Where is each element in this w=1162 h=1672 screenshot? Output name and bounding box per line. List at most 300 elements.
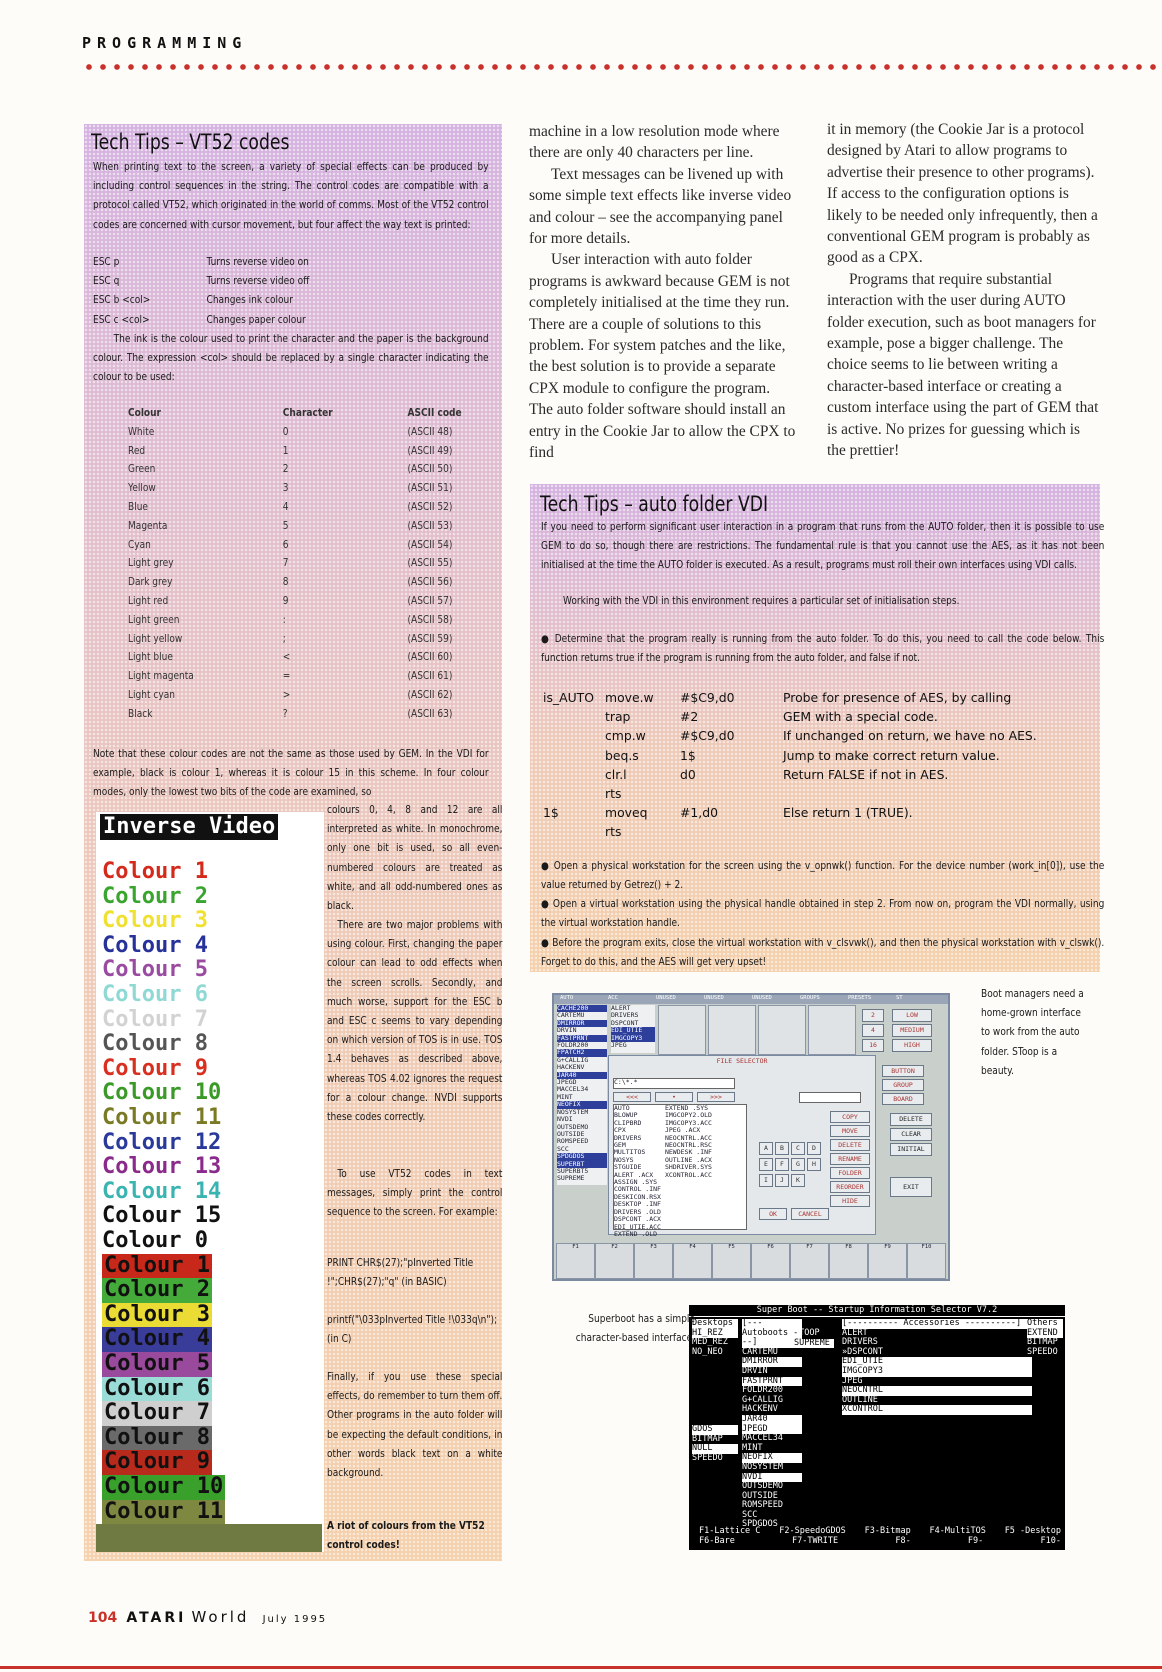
list-item[interactable]: DESKICON.RSX [614,1192,661,1201]
table-cell: Light red [128,594,169,607]
auto-item[interactable]: OUTSDEMO [557,1122,589,1131]
file-op-button[interactable]: DELETE [830,1139,870,1151]
drive-button[interactable]: J [775,1174,789,1187]
superboot-fkey[interactable]: F6-Bare [699,1536,735,1546]
article-paragraph: machine in a low resolution mode where there are only 40 characters per line. [529,123,780,162]
file-op-button[interactable]: RENAME [830,1153,870,1165]
auto-item[interactable]: HACKENV [557,1063,585,1072]
list-item[interactable]: DESKTOP .INF [614,1200,661,1209]
table-row [128,630,463,649]
superboot-item[interactable]: JPEGD [742,1425,802,1435]
cancel-button[interactable]: CANCEL [791,1208,829,1220]
stoop-tab[interactable]: ACC [608,995,618,1001]
stoop-empty-slot [708,1005,756,1055]
acc-item[interactable]: DSPCONT [611,1018,639,1027]
superboot-item[interactable]: G+CALLIG [742,1394,783,1405]
code-opcode: rts [605,786,622,802]
acc-item[interactable]: IMGCOPY3 [611,1035,655,1042]
superboot-fkeys-row-1 [699,1527,1061,1537]
superboot-column-header: [---------- Accessories ----------] [842,1319,1032,1329]
code-comment: If unchanged on return, we have no AES. [783,728,1037,744]
colour-sample: Colour 6 [104,1375,210,1401]
file-column-right [665,1105,712,1229]
code-label: 1$ [543,805,559,821]
stoop-tab[interactable]: UNUSED [704,995,724,1001]
stoop-tab[interactable]: UNUSED [752,995,772,1001]
escape-code-list [93,253,489,330]
escape-code: ESC c <col> [93,313,150,326]
table-cell: (ASCII 61) [407,670,453,683]
list-item[interactable]: BLOWUP [614,1111,638,1120]
code-label [543,746,605,765]
superboot-item[interactable]: NULL [692,1444,738,1454]
list-item[interactable]: CPX [614,1126,626,1135]
acc-item[interactable]: JPEG [611,1041,627,1050]
function-key-cell[interactable]: F5 [712,1243,751,1279]
selection-field[interactable] [799,1092,861,1103]
superboot-item[interactable]: JAR40 [742,1415,802,1425]
auto-item[interactable]: CACHE200 [557,1005,607,1012]
auto-item[interactable]: ROMSPEED [557,1137,589,1146]
function-key-cell[interactable]: F6 [751,1243,790,1279]
superboot-item[interactable]: IMGCOPY3 [842,1367,1032,1377]
code-operand [680,784,783,803]
code-line [543,726,1103,745]
resolution-button[interactable]: HIGH [892,1039,932,1052]
vdi-step-2: ● Open a physical workstation for the screen using the v_opnwk() function. For the device number (work_in[0]), use the value returned by Getrez() + 2. [541,860,1105,892]
code-operand: #2 [680,709,699,725]
superboot-item[interactable]: ROMSPEED [742,1500,783,1511]
code-comment: Else return 1 (TRUE). [783,805,913,821]
resolution-button[interactable]: LOW [892,1009,932,1022]
colour-sample: Colour 3 [102,908,208,934]
table-cell: (ASCII 63) [407,707,453,720]
superboot-fkey[interactable]: F1-Lattice C [699,1526,761,1536]
list-item[interactable]: EXTEND .SYS [664,1104,709,1112]
acc-item[interactable]: DRIVERS [611,1011,639,1020]
escape-description: Changes paper colour [206,313,306,326]
superboot-item[interactable]: OUTLINE [842,1394,878,1405]
superboot-item[interactable]: HI_REZ [692,1329,738,1339]
table-cell: Cyan [128,538,151,551]
auto-item[interactable]: CARTEMU [557,1011,585,1020]
table-cell: (ASCII 55) [407,557,453,570]
superboot-fkey[interactable]: F5 -Desktop [1004,1526,1061,1536]
superboot-fkey[interactable]: F8- [895,1536,911,1546]
auto-item[interactable]: JAR40 [557,1072,607,1079]
auto-item[interactable]: SUPREME [557,1174,585,1183]
list-item[interactable]: CONTROL .INF [614,1185,661,1194]
table-cell: > [282,688,291,701]
superboot-item[interactable]: EXTEND [1027,1329,1063,1339]
table-row [128,686,463,705]
colour-table-heading: Colour [128,407,162,419]
code-label [543,765,605,784]
superboot-item[interactable]: MINT [742,1442,763,1453]
table-cell: Red [128,444,146,457]
superboot-item[interactable]: NVDI [742,1473,802,1483]
function-key-cell[interactable]: F4 [673,1243,712,1279]
nav-button[interactable]: >>> [697,1092,735,1102]
nav-button[interactable]: <<< [613,1092,651,1102]
table-cell: Light blue [128,651,173,664]
superboot-gdos-column [692,1425,738,1463]
table-cell: Magenta [128,519,168,532]
function-key-cell[interactable]: F9 [868,1243,907,1279]
inverse-video-footer-bar [96,1524,322,1552]
superboot-fkey[interactable]: F10- [1040,1536,1061,1546]
code-line [543,688,1103,707]
drive-button[interactable]: D [807,1142,821,1155]
vdi-step-1: ● Determine that the program really is running from the auto folder. To do this, you need to call the code below. This function returns true if the program is running from the auto folder, and false if not. [541,633,1105,665]
list-item[interactable]: SHDRIVER.SYS [664,1163,712,1172]
superboot-item[interactable]: NO_NEO [692,1346,723,1357]
table-row [128,498,463,517]
acc-item[interactable]: ALERT [611,1004,631,1012]
drive-button[interactable]: F [775,1158,789,1171]
stoop-function-key-grid [554,1243,948,1279]
superboot-item[interactable]: SPDGDOS [742,1519,778,1530]
side-button[interactable]: DELETE [890,1113,932,1126]
article-paragraph: it in memory (the Cookie Jar is a protocol designed by Atari to allow programs to advertise their presence to other programs). If access to the configuration options is likely to be needed only infrequently, then a conventional GEM program is probably as good as a CPX. [827,121,1098,267]
superboot-item[interactable]: BITMAP [1027,1337,1058,1348]
table-row [128,705,463,724]
colour-sample: Colour 1 [104,1252,210,1278]
stoop-tab[interactable]: ST [896,995,903,1001]
table-cell: 8 [282,576,289,589]
function-key-cell[interactable]: F2 [595,1243,634,1279]
resolution-button[interactable]: 16 [862,1039,884,1052]
table-cell: 7 [282,557,289,570]
superboot-item[interactable]: SCC [742,1509,758,1520]
list-item[interactable]: DSPCONT .ACX [614,1215,661,1224]
auto-item[interactable]: MINT [557,1092,573,1101]
auto-item[interactable]: SUPERBT5 [557,1166,589,1175]
superboot-others-column [1027,1319,1063,1357]
list-item[interactable]: MULTITOS [614,1148,646,1157]
code-line [543,707,1103,726]
file-op-button[interactable]: HIDE [830,1195,870,1207]
superboot-column-header: Others [1027,1319,1063,1329]
drive-button[interactable]: G [791,1158,805,1171]
superboot-column-header: [--- Autoboots ---] [742,1319,802,1348]
list-item[interactable]: IMGCOPY3.ACC [664,1118,712,1127]
colour-sample: Colour 7 [104,1400,210,1426]
stoop-tab[interactable]: UNUSED [656,995,676,1001]
code-line [543,765,1103,784]
list-item[interactable]: DRIVERS [614,1133,642,1142]
table-cell: Blue [128,500,148,513]
table-cell: (ASCII 54) [407,538,453,551]
list-item[interactable]: DRIVERS .OLD [614,1207,661,1216]
ok-button[interactable]: OK [759,1208,787,1220]
superboot-item[interactable]: FOLDR200 [742,1385,783,1396]
file-op-button[interactable]: REORDER [830,1181,870,1193]
code-label: is_AUTO [543,690,594,705]
auto-item[interactable]: SUPERBT [557,1161,607,1168]
table-row [128,554,463,573]
drive-button[interactable]: I [759,1174,773,1187]
superboot-item[interactable]: OUTSIDE [742,1490,778,1501]
table-row [128,460,463,479]
vt52-side-text-4: Finally, if you use these special effects, do remember to turn them off. Other programs in the auto folder will be expecting the default conditions, in other words black text on a white background. [327,1371,503,1480]
table-cell: (ASCII 60) [407,651,453,664]
file-list-nav [613,1092,733,1101]
file-selector-title: FILE SELECTOR [716,1057,768,1065]
table-row [128,517,463,536]
colour-table-heading: ASCII code [407,407,462,419]
acc-item[interactable]: EDI_UTIE [611,1027,655,1034]
superboot-item[interactable]: SPEEDO [692,1452,723,1463]
table-cell: Dark grey [128,576,173,589]
superboot-item[interactable]: NEOFIX [742,1453,802,1463]
superboot-item[interactable]: HACKENV [742,1404,778,1415]
path-field[interactable]: C:\*.* [613,1078,735,1089]
code-opcode: clr.l [605,766,627,782]
superboot-item[interactable]: »DSPCONT [842,1346,883,1357]
mode-button[interactable]: BOARD [882,1093,924,1105]
list-item[interactable]: XCONTROL.ACC [664,1170,712,1179]
superboot-item[interactable]: ALERT [842,1327,868,1338]
resolution-button[interactable]: 4 [862,1024,884,1037]
vt52-side-text-2: There are two major problems with using colour. First, changing the paper colour can lead to odd effects when the screen scrolls. Secondly, and much worse, support for the ESC b and ESC c seems to vary depending on which version of TOS is in use. TOS 1.4 behaves as described above, whereas TOS 4.02 ignores the request for a colour change. NVDI supports these codes correctly. [327,919,503,1124]
code-operand: #$C9,d0 [680,690,735,705]
magazine-name-2: World [191,1608,250,1626]
superboot-fkey[interactable]: F7-TWRITE [792,1536,839,1546]
superboot-fkey[interactable]: F2-SpeedoGDOS [779,1526,846,1536]
superboot-item[interactable]: NOSYSTEM [742,1461,783,1472]
resolution-button[interactable]: MEDIUM [892,1024,932,1037]
auto-item[interactable]: FPATCH2 [557,1049,607,1056]
stoop-tab[interactable]: GROUPS [800,995,820,1001]
table-cell: ; [282,632,286,645]
table-row [128,611,463,630]
table-cell: (ASCII 59) [407,632,453,645]
article-paragraph: Programs that require substantial interaction with the user during AUTO folder execution, such as boot managers for example, pose a bigger challenge. The choice seems to lie between writing a character-based interface or creating a custom interface using the part of GEM that is active. No prizes for guessing which is the prettier! [827,270,1099,460]
colour-sample: Colour 0 [102,1228,208,1253]
superboot-item[interactable]: DMIRROR [742,1357,802,1367]
side-button[interactable]: CLEAR [890,1128,932,1141]
drive-button[interactable]: B [775,1142,789,1155]
auto-item[interactable]: DRVIN [557,1026,577,1035]
superboot-desktops-column [692,1319,738,1357]
vdi-step-3: ● Open a virtual workstation using the physical handle obtained in step 2. From now on, program the VDI normally, using the virtual workstation handle. [541,898,1105,930]
colour-table-header [128,404,463,423]
vdi-step-4-text: Before the program exits, close the virtual workstation with v_clsvwk(), and then the physical workstation with v_clswk(). Forget to do this, and the AES will get very upset! [541,937,1105,969]
table-cell: (ASCII 48) [407,425,453,438]
list-item[interactable]: OUTLINE .ACX [664,1155,712,1164]
escape-code: ESC p [93,256,120,268]
auto-item[interactable]: SPDGDOS [557,1153,607,1160]
assembly-code-block [543,688,1103,842]
list-item[interactable]: ALERT .ACX [614,1170,654,1179]
list-item[interactable]: IMGCOPY2.OLD [664,1111,712,1120]
superboot-item[interactable]: MACCEL34 [742,1433,783,1444]
table-cell: < [282,651,291,664]
auto-item[interactable]: FASTPRNT [557,1035,607,1042]
superboot-item[interactable]: STOOP [794,1328,820,1338]
table-cell: (ASCII 57) [407,594,453,607]
colour-sample: Colour 8 [104,1424,210,1450]
table-cell: 2 [282,463,289,476]
escape-code: ESC q [93,275,120,288]
table-cell: White [128,425,155,438]
file-list[interactable] [613,1104,747,1238]
superboot-caption: Superboot has a simple character-based interface. [575,1313,695,1345]
colour-sample: Colour 3 [104,1301,210,1327]
side-button[interactable]: EXIT [890,1177,932,1197]
nav-button[interactable]: • [655,1092,693,1102]
vt52-intro: When printing text to the screen, a variety of special effects can be produced by including control sequences in the string. The control codes are compatible with a protocol called VT52, which originated in the world of comms. Most of the VT52 control codes are concerned with cursor movement, but four affect the way text is printed: [93,161,489,231]
file-op-button[interactable]: FOLDER [830,1167,870,1179]
colour-sample: Colour 12 [102,1129,222,1155]
list-item[interactable]: EDI_UTIE.ACC [614,1222,661,1231]
colour-sample: Colour 8 [102,1031,208,1057]
code-label [543,822,605,841]
side-button[interactable]: INITIAL [890,1143,932,1156]
table-cell: Light green [128,613,180,626]
superboot-item[interactable]: FASTPRNT [742,1377,802,1387]
colour-sample: Colour 5 [104,1351,210,1376]
table-cell: Light grey [128,557,174,570]
superboot-fkey[interactable]: F3-Bitmap [864,1526,911,1536]
gem-colour-note: Note that these colour codes are not the same as those used by GEM. In the VDI for example, black is colour 1, whereas it is colour 15 in this scheme. In four colour modes, only the lowest two bits of the code are examined, so [93,748,489,799]
table-row [128,592,463,611]
auto-item[interactable]: NOSYSTEM [557,1107,589,1116]
function-key-cell[interactable]: F10 [907,1243,946,1279]
table-row [128,648,463,667]
auto-item[interactable]: DMIRROR [557,1020,607,1027]
list-item[interactable]: NEWDESK .INF [664,1148,712,1157]
superboot-item[interactable]: MED_REZ [692,1337,728,1348]
table-cell: 0 [282,425,289,438]
superboot-fkey[interactable]: F4-MultiTOS [929,1526,986,1536]
auto-item[interactable]: G+CALLIG [557,1055,589,1064]
auto-item[interactable]: SCC [557,1144,569,1153]
colour-sample: Colour 9 [102,1055,208,1081]
vdi-step-4: ● Before the program exits, close the virtual workstation with v_clsvwk(), and then the physical workstation with v_clswk(). Forget to do this, and the AES will get very upset! [541,937,1105,969]
table-cell: 6 [282,538,289,551]
superboot-item[interactable]: OUTSDEMO [742,1481,783,1492]
colour-sample: Colour 15 [102,1203,222,1229]
list-item[interactable]: NEOCNTRL.RSC [664,1141,712,1150]
superboot-autoboots-column [742,1319,802,1530]
list-item[interactable]: AUTO [614,1104,630,1112]
table-cell: (ASCII 52) [407,500,453,513]
code-comment: Return FALSE if not in AES. [783,766,949,782]
superboot-item[interactable]: BITMAP [692,1433,723,1444]
list-item[interactable]: GEM [614,1141,626,1150]
auto-item[interactable]: FOLDR200 [557,1041,589,1050]
list-item[interactable]: CLIPBRD [614,1118,642,1127]
colour-sample: Colour 7 [102,1006,208,1032]
stoop-mode-buttons [882,1065,938,1115]
mode-button[interactable]: GROUP [882,1079,924,1091]
stoop-tab[interactable]: AUTO [560,995,574,1001]
code-line [543,803,1103,822]
list-item[interactable]: STGUIDE [614,1163,642,1172]
code-opcode: trap [605,709,631,725]
drive-button[interactable]: C [791,1142,805,1155]
stoop-empty-slot [758,1005,806,1055]
auto-item[interactable]: NEOFIX [557,1101,607,1108]
list-item[interactable]: ASSIGN .SYS [614,1178,658,1187]
superboot-item[interactable]: DRIVERS [842,1337,878,1348]
file-op-button[interactable]: MOVE [830,1125,870,1137]
drive-button[interactable]: H [807,1158,821,1171]
table-row [128,573,463,592]
code-line [543,784,1103,803]
superboot-item[interactable]: NEOCNTRL [842,1386,1032,1396]
page-number: 104 [88,1610,118,1626]
list-item[interactable]: NOSYS [614,1155,634,1164]
list-item[interactable]: JPEG .ACX [664,1126,701,1135]
code-label [543,726,605,745]
resolution-button[interactable]: 2 [862,1009,884,1022]
inverse-video-title: Inverse Video [100,814,278,840]
file-op-button[interactable]: COPY [830,1111,870,1123]
superboot-item[interactable]: SUPREME [794,1339,834,1349]
auto-item[interactable]: OUTSIDE [557,1129,585,1138]
function-key-cell[interactable]: F1 [556,1243,595,1279]
article-column-2 [529,121,797,464]
code-label [543,707,605,726]
superboot-item[interactable]: EDI_UTIE [842,1357,1032,1367]
escape-code-row [93,311,489,330]
article-column-3 [827,119,1101,462]
code-operand [680,822,783,841]
table-cell: = [282,670,291,683]
stoop-auto-list [557,1005,607,1185]
auto-item[interactable]: MACCEL34 [557,1085,589,1094]
section-header: PROGRAMMING [82,34,248,52]
drive-button[interactable]: E [759,1158,773,1171]
dotted-rule [82,62,1157,72]
code-operand: d0 [680,766,696,782]
stoop-screenshot [552,993,950,1281]
stoop-tab-bar [554,995,948,1004]
drive-buttons [759,1142,829,1192]
list-item[interactable]: EXTEND .OLD [614,1229,658,1238]
superboot-item[interactable]: SPEEDO [1027,1346,1058,1357]
colour-sample: Colour 10 [102,1080,222,1106]
superboot-item[interactable]: CARTEMU [742,1346,778,1357]
auto-item[interactable]: JPEGD [557,1078,577,1087]
function-key-cell[interactable]: F7 [790,1243,829,1279]
drive-button[interactable]: K [791,1174,805,1187]
vdi-step-1-text: Determine that the program really is running from the auto folder. To do this, you need to call the code below. This function returns true if the program is running from the auto folder, and false if not. [541,633,1105,665]
drive-button[interactable]: A [759,1142,773,1155]
stoop-tab[interactable]: PRESETS [848,995,872,1001]
superboot-fkey[interactable]: F9- [967,1536,984,1546]
function-key-cell[interactable]: F3 [634,1243,673,1279]
function-key-cell[interactable]: F8 [829,1243,868,1279]
table-cell: (ASCII 49) [407,444,453,457]
colour-sample: Colour 1 [102,859,208,884]
colour-sample: Colour 14 [102,1178,222,1204]
colour-sample: Colour 10 [104,1474,224,1499]
code-opcode: beq.s [605,747,639,763]
vdi-intro: If you need to perform significant user interaction in a program that runs from the AUTO folder, then it is possible to use GEM to do so, though there are restrictions. The fundamental rule is that you cannot use the AES, as it has not been initialised at the time the AUTO folder is executed. As a result, programs must roll their own interfaces using VDI calls. [541,521,1105,572]
superboot-item[interactable]: DRVIN [742,1365,768,1376]
superboot-item[interactable]: XCONTROL [842,1405,1032,1415]
code-line [543,746,1103,765]
auto-item[interactable]: NVDI [557,1115,573,1124]
mode-button[interactable]: BUTTON [882,1065,924,1077]
superboot-item[interactable]: JPEG [842,1375,863,1386]
code-operand: #$C9,d0 [680,728,735,744]
list-item[interactable]: NEOCNTRL.ACC [664,1133,712,1142]
